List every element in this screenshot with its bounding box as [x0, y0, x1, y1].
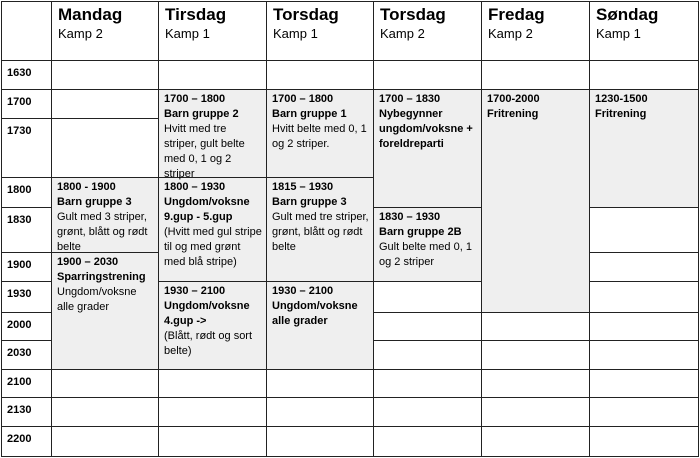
event-time: 1700-2000	[487, 93, 540, 105]
event-time: 1700 – 1830	[379, 93, 441, 105]
row-line	[266, 369, 374, 370]
event-title: Barn gruppe 3	[272, 196, 347, 208]
event-title: Ungdom/voksne 4.gup ->	[164, 300, 250, 327]
column-line	[481, 1, 482, 457]
row-line	[589, 312, 699, 313]
time-label: 1630	[7, 67, 32, 79]
event-title: Fritrening	[487, 108, 539, 120]
row-line	[51, 177, 159, 178]
row-line	[51, 397, 159, 398]
row-line	[373, 207, 482, 208]
row-line	[158, 397, 267, 398]
event-time: 1930 – 2100	[272, 285, 334, 297]
event-description: Gult belte med 0, 1 og 2 striper	[379, 241, 472, 268]
event-description: (Hvitt med gul stripe til og med grønt med blå stripe)	[164, 226, 262, 268]
column-line	[373, 1, 374, 457]
row-line	[1, 312, 52, 313]
row-line	[481, 426, 590, 427]
time-label: 1830	[7, 214, 32, 226]
event-description: Gult med 3 striper, grønt, blått og rødt belte	[57, 211, 148, 253]
event-time: 1830 – 1930	[379, 211, 441, 223]
column-line	[589, 1, 590, 457]
row-line	[589, 397, 699, 398]
event-time: 1815 – 1930	[272, 181, 334, 193]
mandag-sparringstrening	[57, 255, 154, 315]
time-label: 2030	[7, 347, 32, 359]
column-line	[1, 1, 2, 457]
row-line	[589, 340, 699, 341]
row-line	[589, 89, 699, 90]
row-line	[266, 281, 374, 282]
torsdag1-barn-gruppe-1	[272, 92, 369, 152]
time-label: 1800	[7, 184, 32, 196]
row-line	[589, 369, 699, 370]
fredag-fritrening	[487, 92, 585, 122]
sondag-fritrening	[595, 92, 694, 122]
table-bottom-border	[1, 456, 699, 457]
event-time: 1930 – 2100	[164, 285, 226, 297]
event-time: 1230-1500	[595, 93, 648, 105]
row-line	[373, 340, 482, 341]
row-line	[373, 369, 482, 370]
event-time: 1700 – 1800	[272, 93, 334, 105]
row-line	[481, 369, 590, 370]
event-title: Barn gruppe 1	[272, 108, 347, 120]
row-line	[1, 426, 52, 427]
row-line	[158, 426, 267, 427]
day-header: Tirsdag	[165, 5, 227, 24]
event-description: Hvitt med tre striper, gult belte med 0, 1 og 2 striper	[164, 123, 245, 180]
row-line	[1, 118, 52, 119]
event-title: Barn gruppe 2B	[379, 226, 462, 238]
time-label: 1930	[7, 288, 32, 300]
kamp-label: Kamp 2	[58, 26, 103, 41]
table-top-border	[1, 1, 699, 2]
tirsdag-barn-gruppe-2	[164, 92, 262, 182]
kamp-label: Kamp 1	[596, 26, 641, 41]
event-title: Barn gruppe 3	[57, 196, 132, 208]
kamp-label: Kamp 2	[380, 26, 425, 41]
row-line	[589, 281, 699, 282]
tirsdag-ungdom-voksne-4gup	[164, 284, 262, 359]
time-label: 2200	[7, 433, 32, 445]
time-label: 1700	[7, 96, 32, 108]
torsdag2-barn-gruppe-2b	[379, 210, 477, 270]
row-line	[1, 252, 52, 253]
row-line	[1, 281, 52, 282]
row-line	[373, 312, 482, 313]
fredag-fritrening-background	[481, 89, 589, 312]
day-header: Søndag	[596, 5, 659, 24]
column-line	[698, 1, 699, 457]
row-line	[51, 426, 159, 427]
tirsdag-ungdom-voksne-9gup	[164, 180, 262, 270]
torsdag1-ungdom-voksne	[272, 284, 369, 329]
event-time: 1800 – 1930	[164, 181, 226, 193]
time-label: 2000	[7, 319, 32, 331]
row-line	[589, 426, 699, 427]
time-label: 2130	[7, 404, 32, 416]
day-header: Fredag	[488, 5, 545, 24]
row-line	[158, 369, 267, 370]
kamp-label: Kamp 1	[273, 26, 318, 41]
header-bottom-border	[1, 60, 699, 61]
day-header: Torsdag	[273, 5, 339, 24]
column-line	[158, 1, 159, 457]
row-line	[51, 118, 159, 119]
event-title: Fritrening	[595, 108, 647, 120]
row-line	[51, 89, 159, 90]
event-title: Nybegynner ungdom/voksne + foreldreparti	[379, 108, 473, 150]
column-line	[51, 1, 52, 457]
event-title: Ungdom/voksne alle grader	[272, 300, 358, 327]
row-line	[373, 89, 482, 90]
row-line	[266, 426, 374, 427]
row-line	[1, 177, 52, 178]
row-line	[481, 312, 590, 313]
torsdag2-nybegynner	[379, 92, 477, 152]
row-line	[481, 340, 590, 341]
day-header: Torsdag	[380, 5, 446, 24]
row-line	[481, 89, 590, 90]
row-line	[589, 252, 699, 253]
row-line	[266, 89, 374, 90]
time-label: 1900	[7, 259, 32, 271]
row-line	[373, 397, 482, 398]
row-line	[373, 426, 482, 427]
time-label: 1730	[7, 125, 32, 137]
event-description: Gult med tre striper, grønt, blått og rødt belte	[272, 211, 369, 253]
column-line	[266, 1, 267, 457]
row-line	[1, 397, 52, 398]
event-description: Hvitt belte med 0, 1 og 2 striper.	[272, 123, 367, 150]
row-line	[266, 397, 374, 398]
kamp-label: Kamp 1	[165, 26, 210, 41]
event-time: 1700 – 1800	[164, 93, 226, 105]
row-line	[1, 369, 52, 370]
row-line	[266, 177, 374, 178]
event-time: 1800 - 1900	[57, 181, 116, 193]
row-line	[481, 397, 590, 398]
kamp-label: Kamp 2	[488, 26, 533, 41]
row-line	[373, 281, 482, 282]
row-line	[1, 340, 52, 341]
event-title: Ungdom/voksne 9.gup - 5.gup	[164, 196, 250, 223]
event-description: Ungdom/voksne alle grader	[57, 286, 137, 313]
row-line	[158, 89, 267, 90]
row-line	[158, 281, 267, 282]
row-line	[1, 89, 52, 90]
row-line	[1, 207, 52, 208]
event-title: Barn gruppe 2	[164, 108, 239, 120]
event-time: 1900 – 2030	[57, 256, 119, 268]
row-line	[589, 207, 699, 208]
row-line	[51, 369, 159, 370]
event-title: Sparringstrening	[57, 271, 146, 283]
torsdag1-barn-gruppe-3	[272, 180, 369, 255]
time-label: 2100	[7, 376, 32, 388]
mandag-barn-gruppe-3	[57, 180, 154, 255]
event-description: (Blått, rødt og sort belte)	[164, 330, 253, 357]
day-header: Mandag	[58, 5, 123, 24]
